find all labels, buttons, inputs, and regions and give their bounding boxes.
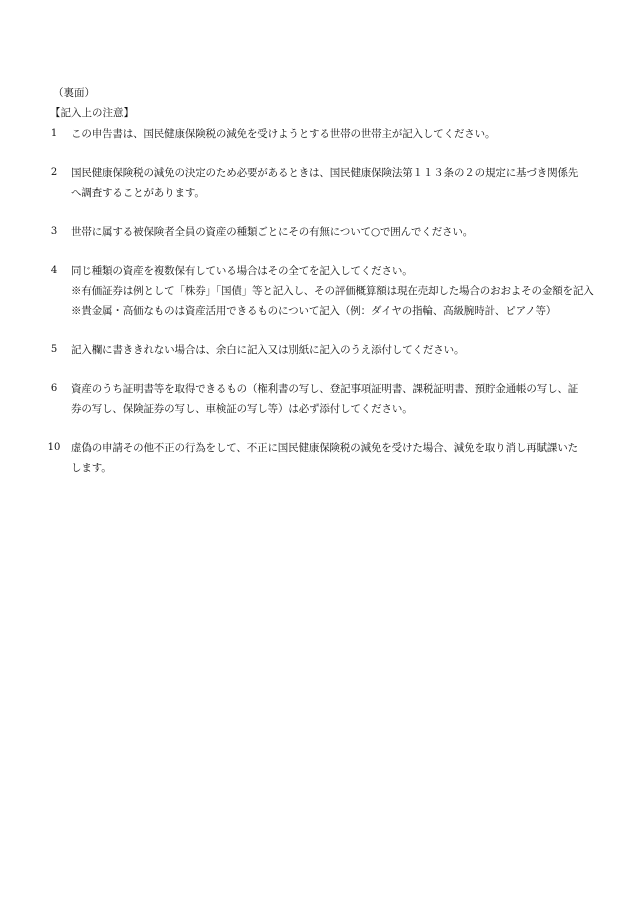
page-side-label: （裏面） <box>53 87 95 99</box>
item-text: 資産のうち証明書等を取得できるもの（権利書の写し、登記事項証明書、課税証明書、預貯金通帳の写し、証券の写し、保険証券の写し、車検証の写し等）は必ず添付してください。 <box>71 383 579 415</box>
item-text: 同じ種類の資産を複数保有している場合はその全てを記入してください。 <box>71 265 413 277</box>
item-text: 虚偽の申請その他不正の行為をして、不正に国民健康保険税の減免を受けた場合、減免を取り消し再賦課いたします。 <box>71 442 578 474</box>
item-subnote: ※貴金属・高価なものは資産活用できるものについて記入（例：ダイヤの指輪、高級腕時計、ピアノ等） <box>71 305 557 317</box>
item-number: 1 <box>50 128 58 139</box>
notes-list <box>0 124 630 497</box>
list-item <box>0 222 630 242</box>
item-text: 世帯に属する被保険者全員の資産の種類ごとにその有無について○で囲んでください。 <box>71 226 474 238</box>
list-item <box>0 163 630 203</box>
item-subnote: ※有価証券は例として「株券」「国債」等と記入し、その評価概算額は現在売却した場合のおおよその金額を記入 <box>71 285 594 297</box>
item-number: 2 <box>50 167 58 178</box>
list-item <box>0 124 630 144</box>
item-number: 5 <box>50 344 58 355</box>
list-item <box>0 379 630 419</box>
notes-heading: 【記入上の注意】 <box>50 107 134 119</box>
item-number: 10 <box>47 442 61 453</box>
item-text: この申告書は、国民健康保険税の減免を受けようとする世帯の世帯主が記入してください。 <box>71 128 496 140</box>
item-text: 記入欄に書ききれない場合は、余白に記入又は別紙に記入のうえ添付してください。 <box>71 344 465 356</box>
list-item <box>0 340 630 360</box>
list-item <box>0 438 630 478</box>
item-number: 4 <box>50 265 58 276</box>
item-number: 3 <box>50 226 58 237</box>
list-item <box>0 261 630 321</box>
item-text: 国民健康保険税の減免の決定のため必要があるときは、国民健康保険法第１１３条の２の規定に基づき関係先へ調査することがあります。 <box>71 167 579 199</box>
item-number: 6 <box>50 383 58 394</box>
